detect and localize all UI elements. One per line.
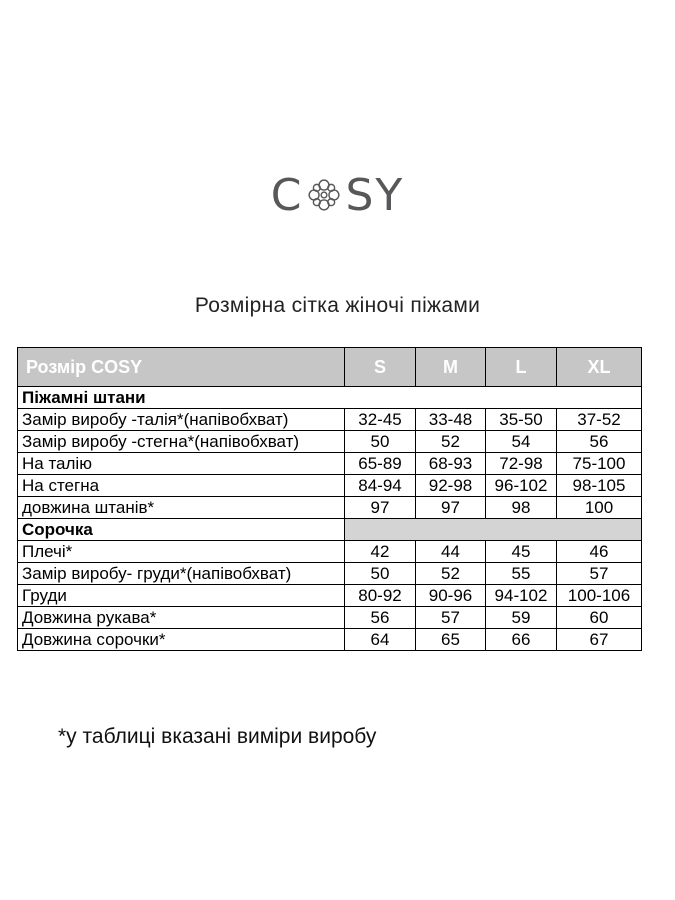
cell-value: 32-45 — [345, 409, 416, 431]
logo-text-start: C — [270, 169, 304, 221]
cell-value: 37-52 — [557, 409, 642, 431]
cell-value: 55 — [486, 563, 557, 585]
cell-value: 54 — [486, 431, 557, 453]
row-label: Груди — [18, 585, 345, 607]
row-label: Замір виробу -талія*(напівобхват) — [18, 409, 345, 431]
cell-value: 65 — [416, 629, 486, 651]
header-size-label: Розмір COSY — [18, 348, 345, 387]
row-label: На талію — [18, 453, 345, 475]
cell-value: 98-105 — [557, 475, 642, 497]
table-row — [18, 563, 642, 585]
logo-text-end: SY — [345, 169, 405, 221]
cell-value: 67 — [557, 629, 642, 651]
cell-value: 44 — [416, 541, 486, 563]
cell-value: 33-48 — [416, 409, 486, 431]
row-label: Плечі* — [18, 541, 345, 563]
header-size-l: L — [486, 348, 557, 387]
cell-value: 59 — [486, 607, 557, 629]
cell-value: 72-98 — [486, 453, 557, 475]
table-header-row — [18, 348, 642, 387]
header-size-xl: XL — [557, 348, 642, 387]
table-row — [18, 497, 642, 519]
footnote: *у таблиці вказані виміри виробу — [58, 725, 377, 748]
cell-value: 100-106 — [557, 585, 642, 607]
table-row — [18, 409, 642, 431]
cell-value: 56 — [557, 431, 642, 453]
cell-value: 66 — [486, 629, 557, 651]
section-row-shirt — [18, 519, 642, 541]
cell-value: 45 — [486, 541, 557, 563]
cell-value: 42 — [345, 541, 416, 563]
header-size-s: S — [345, 348, 416, 387]
row-label: На стегна — [18, 475, 345, 497]
header-size-m: M — [416, 348, 486, 387]
cell-value: 52 — [416, 431, 486, 453]
cell-value: 100 — [557, 497, 642, 519]
row-label: Довжина рукава* — [18, 607, 345, 629]
row-label: Замір виробу- груди*(напівобхват) — [18, 563, 345, 585]
cell-value: 65-89 — [345, 453, 416, 475]
cell-value: 57 — [416, 607, 486, 629]
cell-value: 60 — [557, 607, 642, 629]
cell-value: 97 — [345, 497, 416, 519]
cell-value: 50 — [345, 431, 416, 453]
table-row — [18, 541, 642, 563]
table-row — [18, 629, 642, 651]
table-row — [18, 607, 642, 629]
section-title: Піжамні штани — [18, 387, 642, 409]
cell-value: 96-102 — [486, 475, 557, 497]
section-title: Сорочка — [18, 519, 345, 541]
table-row — [18, 453, 642, 475]
cell-value: 64 — [345, 629, 416, 651]
table-row — [18, 475, 642, 497]
row-label: Замір виробу -стегна*(напівобхват) — [18, 431, 345, 453]
cell-value: 35-50 — [486, 409, 557, 431]
page-title: Розмірна сітка жіночі піжами — [194, 294, 481, 317]
cell-value: 46 — [557, 541, 642, 563]
cell-value: 97 — [416, 497, 486, 519]
cell-value: 52 — [416, 563, 486, 585]
cell-value: 98 — [486, 497, 557, 519]
cell-value: 50 — [345, 563, 416, 585]
section-shaded-cell — [345, 519, 642, 541]
cell-value: 94-102 — [486, 585, 557, 607]
row-label: довжина штанів* — [18, 497, 345, 519]
table-row — [18, 585, 642, 607]
cell-value: 84-94 — [345, 475, 416, 497]
cell-value: 75-100 — [557, 453, 642, 475]
cell-value: 68-93 — [416, 453, 486, 475]
cell-value: 90-96 — [416, 585, 486, 607]
cell-value: 92-98 — [416, 475, 486, 497]
cell-value: 57 — [557, 563, 642, 585]
cell-value: 56 — [345, 607, 416, 629]
section-row-pants — [18, 387, 642, 409]
flower-logo-icon — [306, 177, 342, 213]
cell-value: 80-92 — [345, 585, 416, 607]
table-row — [18, 431, 642, 453]
size-chart-table — [17, 347, 642, 651]
row-label: Довжина сорочки* — [18, 629, 345, 651]
brand-logo — [0, 170, 675, 220]
